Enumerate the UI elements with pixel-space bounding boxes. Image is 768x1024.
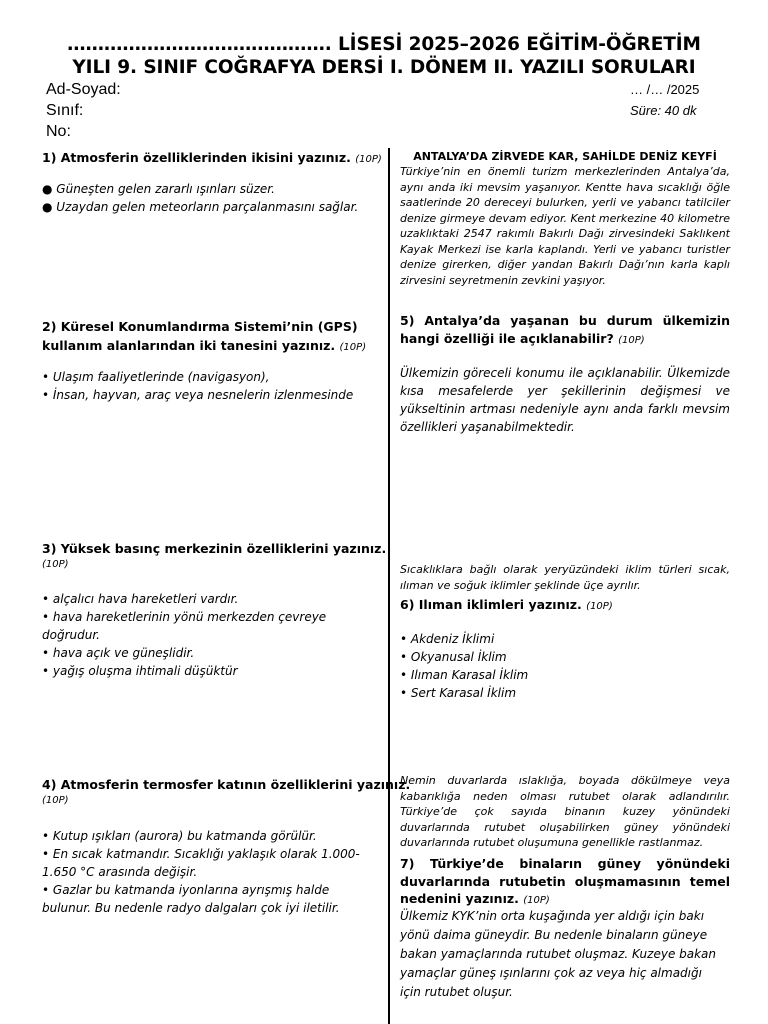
column-divider [388,148,390,1024]
answer-5: Ülkemizin göreceli konumu ile açıklanabilir. Ülkemizde kısa mesafelerde yer şekillerinin değişmesi ve yükseltinin artması nedeniyle aynı anda farklı mevsim özellikleri yaşanabilmektedir. [400,366,730,434]
question-1-text: 1) Atmosferin özelliklerinden ikisini yazınız. [42,150,351,165]
answer-2 [42,368,353,404]
answer-4-line: bulunur. Bu nedenle radyo dalgaları çok iyi iletilir. [42,901,340,915]
answer-1 [42,180,358,216]
question-3-text: 3) Yüksek basınç merkezinin özelliklerini yazınız. [42,541,387,556]
article-text: Türkiye’nin en önemli turizm merkezlerinden Antalya’da, aynı anda iki mevsim yaşanıyor. Kentte hava sıcaklığı öğle saatlerinde 20 dereceyi bulurken, yerli ve yabancı tatilciler denize girmeye devam ediyor. Kent merkezine 40 kilometre uzaklıktaki 2547 rakımlı Bakırlı Dağı zirvesindeki Saklıkent Kayak Merkezi ise karla kaplandı. Yerli ve yabancı turistler denize girerken, diğer yandan Bakırlı Dağı’nın karla kaplı zirvesini seyretmenin zevkini yaşıyor. [400,165,730,287]
answer-1-line: ● Güneşten gelen zararlı ışınları süzer. [42,182,275,196]
answer-1-line: ● Uzaydan gelen meteorların parçalanmasını sağlar. [42,200,359,214]
question-5-text: 5) Antalya’da yaşanan bu durum ülkemizin hangi özelliği ile açıklanabilir? [400,313,730,346]
question-7-points: (10P) [523,895,550,906]
question-2-text-line1: 2) Küresel Konumlandırma Sistemi’nin (GPS) [42,319,358,334]
answer-3-line: • hava açık ve güneşlidir. [42,646,195,660]
answer-4-line: 1.650 °C arasında değişir. [42,865,198,879]
question-6-intro: Sıcaklıklara bağlı olarak yeryüzündeki iklim türleri sıcak, ılıman ve soğuk iklimler şeklinde üçe ayrılır. [400,563,730,592]
question-3-points: (10P) [42,559,69,570]
answer-2-line: • Ulaşım faaliyetlerinde (navigasyon), [42,370,270,384]
question-4 [42,775,410,808]
question-3 [42,539,386,572]
exam-title-line1: ……………………………………. LİSESİ 2025–2026 EĞİTİM-ÖĞRETİM [67,34,701,55]
question-1 [42,148,382,169]
answer-7-line: yamaçlar güneş ışınlarını çok az veya hiç almadığı [400,966,702,980]
answer-7-line: bakan yamaçlarında rutubet oluşmaz. Kuzeye bakan [400,947,717,961]
answer-3-line: • yağış oluşma ihtimali düşüktür [42,664,238,678]
answer-6-line: • Ilıman Karasal İklim [400,668,529,682]
answer-3-line: • hava hareketlerinin yönü merkezden çevreye [42,610,327,624]
exam-title-line2: YILI 9. SINIF COĞRAFYA DERSİ I. DÖNEM II. YAZILI SORULARI [72,57,696,78]
question-6-text: 6) Ilıman iklimleri yazınız. [400,597,582,612]
exam-date: … /… /2025 [630,82,700,97]
name-label: Ad-Soyad: [46,81,121,98]
answer-4 [42,827,360,917]
answer-3-line: • alçalıcı hava hareketleri vardır. [42,592,239,606]
answer-3-line: doğrudur. [42,628,100,642]
exam-duration: Süre: 40 dk [630,103,697,118]
answer-4-line: • En sıcak katmandır. Sıcaklığı yaklaşık olarak 1.000- [42,847,360,861]
answer-6-line: • Okyanusal İklim [400,650,507,664]
number-label: No: [46,123,71,140]
answer-2-line: • İnsan, hayvan, araç veya nesnelerin izlenmesinde [42,388,354,402]
answer-6-line: • Akdeniz İklimi [400,632,495,646]
question-6 [400,596,730,616]
answer-6-line: • Sert Karasal İklim [400,686,517,700]
question-2 [42,317,366,357]
question-2-text-line2: kullanım alanlarından iki tanesini yazınız. [42,338,336,353]
question-7-intro: Nemin duvarlarda ıslaklığa, boyada dökülmeye veya kabarıklığa neden olması rutubet olarak adlandırılır. Türkiye’de çok sayıda binanın kuzey yönündeki duvarlarında rutubet oluşabilirken güney yönündeki duvarlarında rutubet oluşumuna genellikle rastlanmaz. [400,774,730,849]
question-6-points: (10P) [586,601,613,612]
answer-7-line: yönü daima güneydir. Bu nedenle binaların güneye [400,928,708,942]
question-2-points: (10P) [339,342,367,353]
answer-3 [42,590,326,680]
answer-7-line: için rutubet oluşur. [400,985,513,999]
question-4-points: (10P) [42,795,69,806]
class-label: Sınıf: [46,102,84,119]
article-title: ANTALYA’DA ZİRVEDE KAR, SAHİLDE DENİZ KEYFİ [413,150,717,163]
question-5 [400,312,730,349]
question-7 [400,855,730,910]
question-5-points: (10P) [618,334,645,346]
answer-6 [400,630,528,702]
question-1-points: (10P) [355,154,382,165]
question-4-text: 4) Atmosferin termosfer katının özelliklerini yazınız. [42,777,411,792]
answer-7 [400,907,740,999]
answer-4-line: • Kutup ışıkları (aurora) bu katmanda görülür. [42,829,317,843]
answer-4-line: • Gazlar bu katmanda iyonlarına ayrışmış halde [42,883,330,897]
answer-7-line: Ülkemiz KYK’nin orta kuşağında yer aldığı için bakı [400,909,705,923]
question-7-text: 7) Türkiye’de binaların güney yönündeki duvarlarında rutubetin oluşmamasının temel nedenini yazınız. [400,856,730,906]
